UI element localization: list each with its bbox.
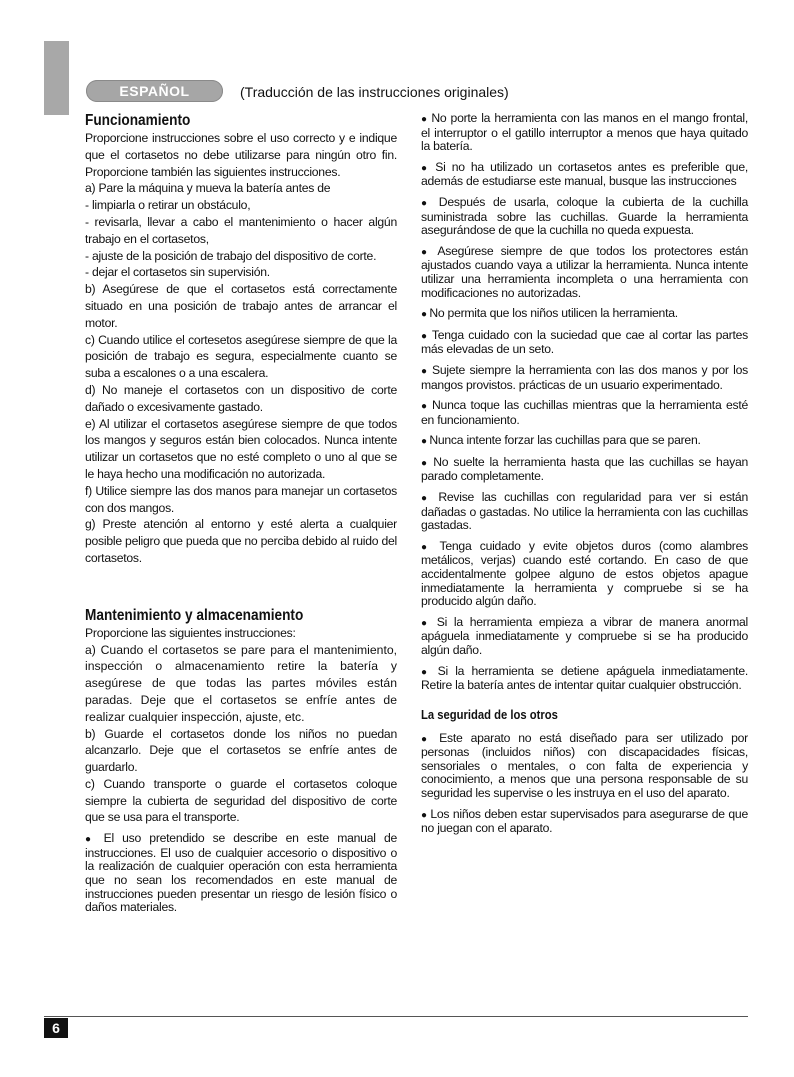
left-column (85, 112, 397, 922)
language-badge: ESPAÑOL (86, 80, 223, 102)
bullet-item: ● Asegúrese siempre de que todos los protectores están ajustados cuando vaya a utilizar la herramienta. Nunca intente utilizar una herramienta incompleta o una herramienta con modificaciones no autorizadas. (421, 245, 748, 300)
bullet-item: ● Tenga cuidado y evite objetos duros (como alambres metálicos, verjas) cuando esté cortando. En caso de que accidentalmente golpee alguno de estos objetos apague inmediatamente la herramienta y compruebe si se ha producido algún daño. (421, 540, 748, 609)
page-number: 6 (44, 1018, 68, 1038)
right-column (421, 112, 748, 843)
paragraph: - dejar el cortasetos sin supervisión. (85, 265, 270, 280)
bullet-item: ● No porte la herramienta con las manos en el mango frontal, el interruptor o el gatillo interruptor a menos que haya quitado la batería. (421, 112, 748, 154)
bullet-item: ● El uso pretendido se describe en este manual de instrucciones. El uso de cualquier accesorio o dispositivo o la realización de cualquier operación con esta herramienta que no sean los recomendados en este manual de instrucciones pueden presentar un riesgo de lesión físico o daños materiales. (85, 832, 397, 915)
bullet-item: ● Si no ha utilizado un cortasetos antes es preferible que, además de estudiarse este manual, busque las instrucciones (421, 161, 748, 189)
paragraph: g) Preste atención al entorno y esté alerta a cualquier posible peligro que pueda que no perciba debido al ruido del cortasetos. (85, 517, 397, 565)
bullet-item: ● Revise las cuchillas con regularidad para ver si están dañadas o gastadas. No utilice la herramienta con las cuchillas gastadas. (421, 491, 748, 533)
paragraph: f) Utilice siempre las dos manos para manejar un cortasetos con dos mangos. (85, 483, 397, 515)
section-title-seguridad-otros: La seguridad de los otros (421, 707, 558, 722)
paragraph: c) Cuando transporte o guarde el cortasetos coloque siempre la cubierta de seguridad del dispositivo de corte que se usa para el transporte. (85, 776, 397, 825)
bullet-item: ● Este aparato no está diseñado para ser utilizado por personas (incluidos niños) con discapacidades físicas, sensoriales o mentales, o con falta de experiencia y conocimiento, a menos que una persona responsable de su seguridad les supervise o les instruya en el uso del aparato. (421, 732, 748, 801)
bullet-item: ● Los niños deben estar supervisados para asegurarse de que no juegan con el aparato. (421, 808, 748, 836)
paragraph: - limpiarla o retirar un obstáculo, (85, 198, 251, 213)
bullet-item: ● Tenga cuidado con la suciedad que cae al cortar las partes más elevadas de un seto. (421, 329, 748, 357)
bullet-item: ● Sujete siempre la herramienta con las dos manos y por los mangos provistos. prácticas de un usuario experimentado. (421, 364, 748, 392)
bullet-item: ● Nunca toque las cuchillas mientras que la herramienta esté en funcionamiento. (421, 399, 748, 427)
paragraph: - revisarla, llevar a cabo el mantenimiento o hacer algún trabajo en el cortasetos, (85, 214, 397, 246)
bullet-item: ● Si la herramienta se detiene apáguela inmediatamente. Retire la batería antes de intentar quitar cualquier obstrucción. (421, 665, 748, 693)
paragraph: Proporcione las siguientes instrucciones: (85, 625, 296, 640)
side-tab (44, 41, 69, 115)
paragraph: b) Guarde el cortasetos donde los niños no puedan alcanzarlo. Deje que el cortasetos se enfríe antes de guardarlo. (85, 726, 397, 775)
paragraph: a) Pare la máquina y mueva la batería antes de (85, 181, 331, 196)
paragraph: a) Cuando el cortasetos se pare para el mantenimiento, inspección o almacenamiento retire la batería y asegúrese de que todas las partes móviles están paradas. Deje que el cortasetos se enfríe antes de realizar cualquier inspección, ajuste, etc. (85, 642, 397, 724)
bullet-item: ● Si la herramienta empieza a vibrar de manera anormal apáguela inmediatamente y compruebe si se ha producido algún daño. (421, 616, 748, 658)
bullet-item: ● Después de usarla, coloque la cubierta de la cuchilla suministrada sobre las cuchillas. Guarde la herramienta asegurándose de que la cuchilla no queda expuesta. (421, 196, 748, 238)
paragraph: c) Cuando utilice el cortesetos asegúrese siempre de que la posición de trabajo es segura, especialmente cuanto se suba a escalones o a una escalera. (85, 332, 397, 381)
section-title-mantenimiento: Mantenimiento y almacenamiento (85, 606, 304, 624)
bullet-item: ● No permita que los niños utilicen la herramienta. (421, 307, 748, 322)
paragraph: Proporcione instrucciones sobre el uso correcto y e indique que el cortasetos no debe utilizarse para ningún otro fin. Proporcione también las siguientes instrucciones. (85, 131, 397, 179)
section-title-funcionamiento: Funcionamiento (85, 112, 191, 129)
bullet-item: ● No suelte la herramienta hasta que las cuchillas se hayan parado completamente. (421, 456, 748, 484)
paragraph: b) Asegúrese de que el cortasetos está correctamente situado en una posición de trabajo antes de arrancar el motor. (85, 282, 397, 330)
footer-divider (44, 1016, 748, 1017)
paragraph: - ajuste de la posición de trabajo del dispositivo de corte. (85, 248, 377, 263)
translation-note: (Traducción de las instrucciones originales) (240, 84, 509, 100)
paragraph: d) No maneje el cortasetos con un dispositivo de corte dañado o excesivamente gastado. (85, 382, 397, 414)
paragraph: e) Al utilizar el cortasetos asegúrese siempre de que todos los mangos y seguros están bien colocados. Nunca intente utilizar un cortasetos que no esté completo o uno al que se le haya hecho una modificación no autorizada. (85, 416, 397, 481)
bullet-item: ● Nunca intente forzar las cuchillas para que se paren. (421, 434, 748, 449)
